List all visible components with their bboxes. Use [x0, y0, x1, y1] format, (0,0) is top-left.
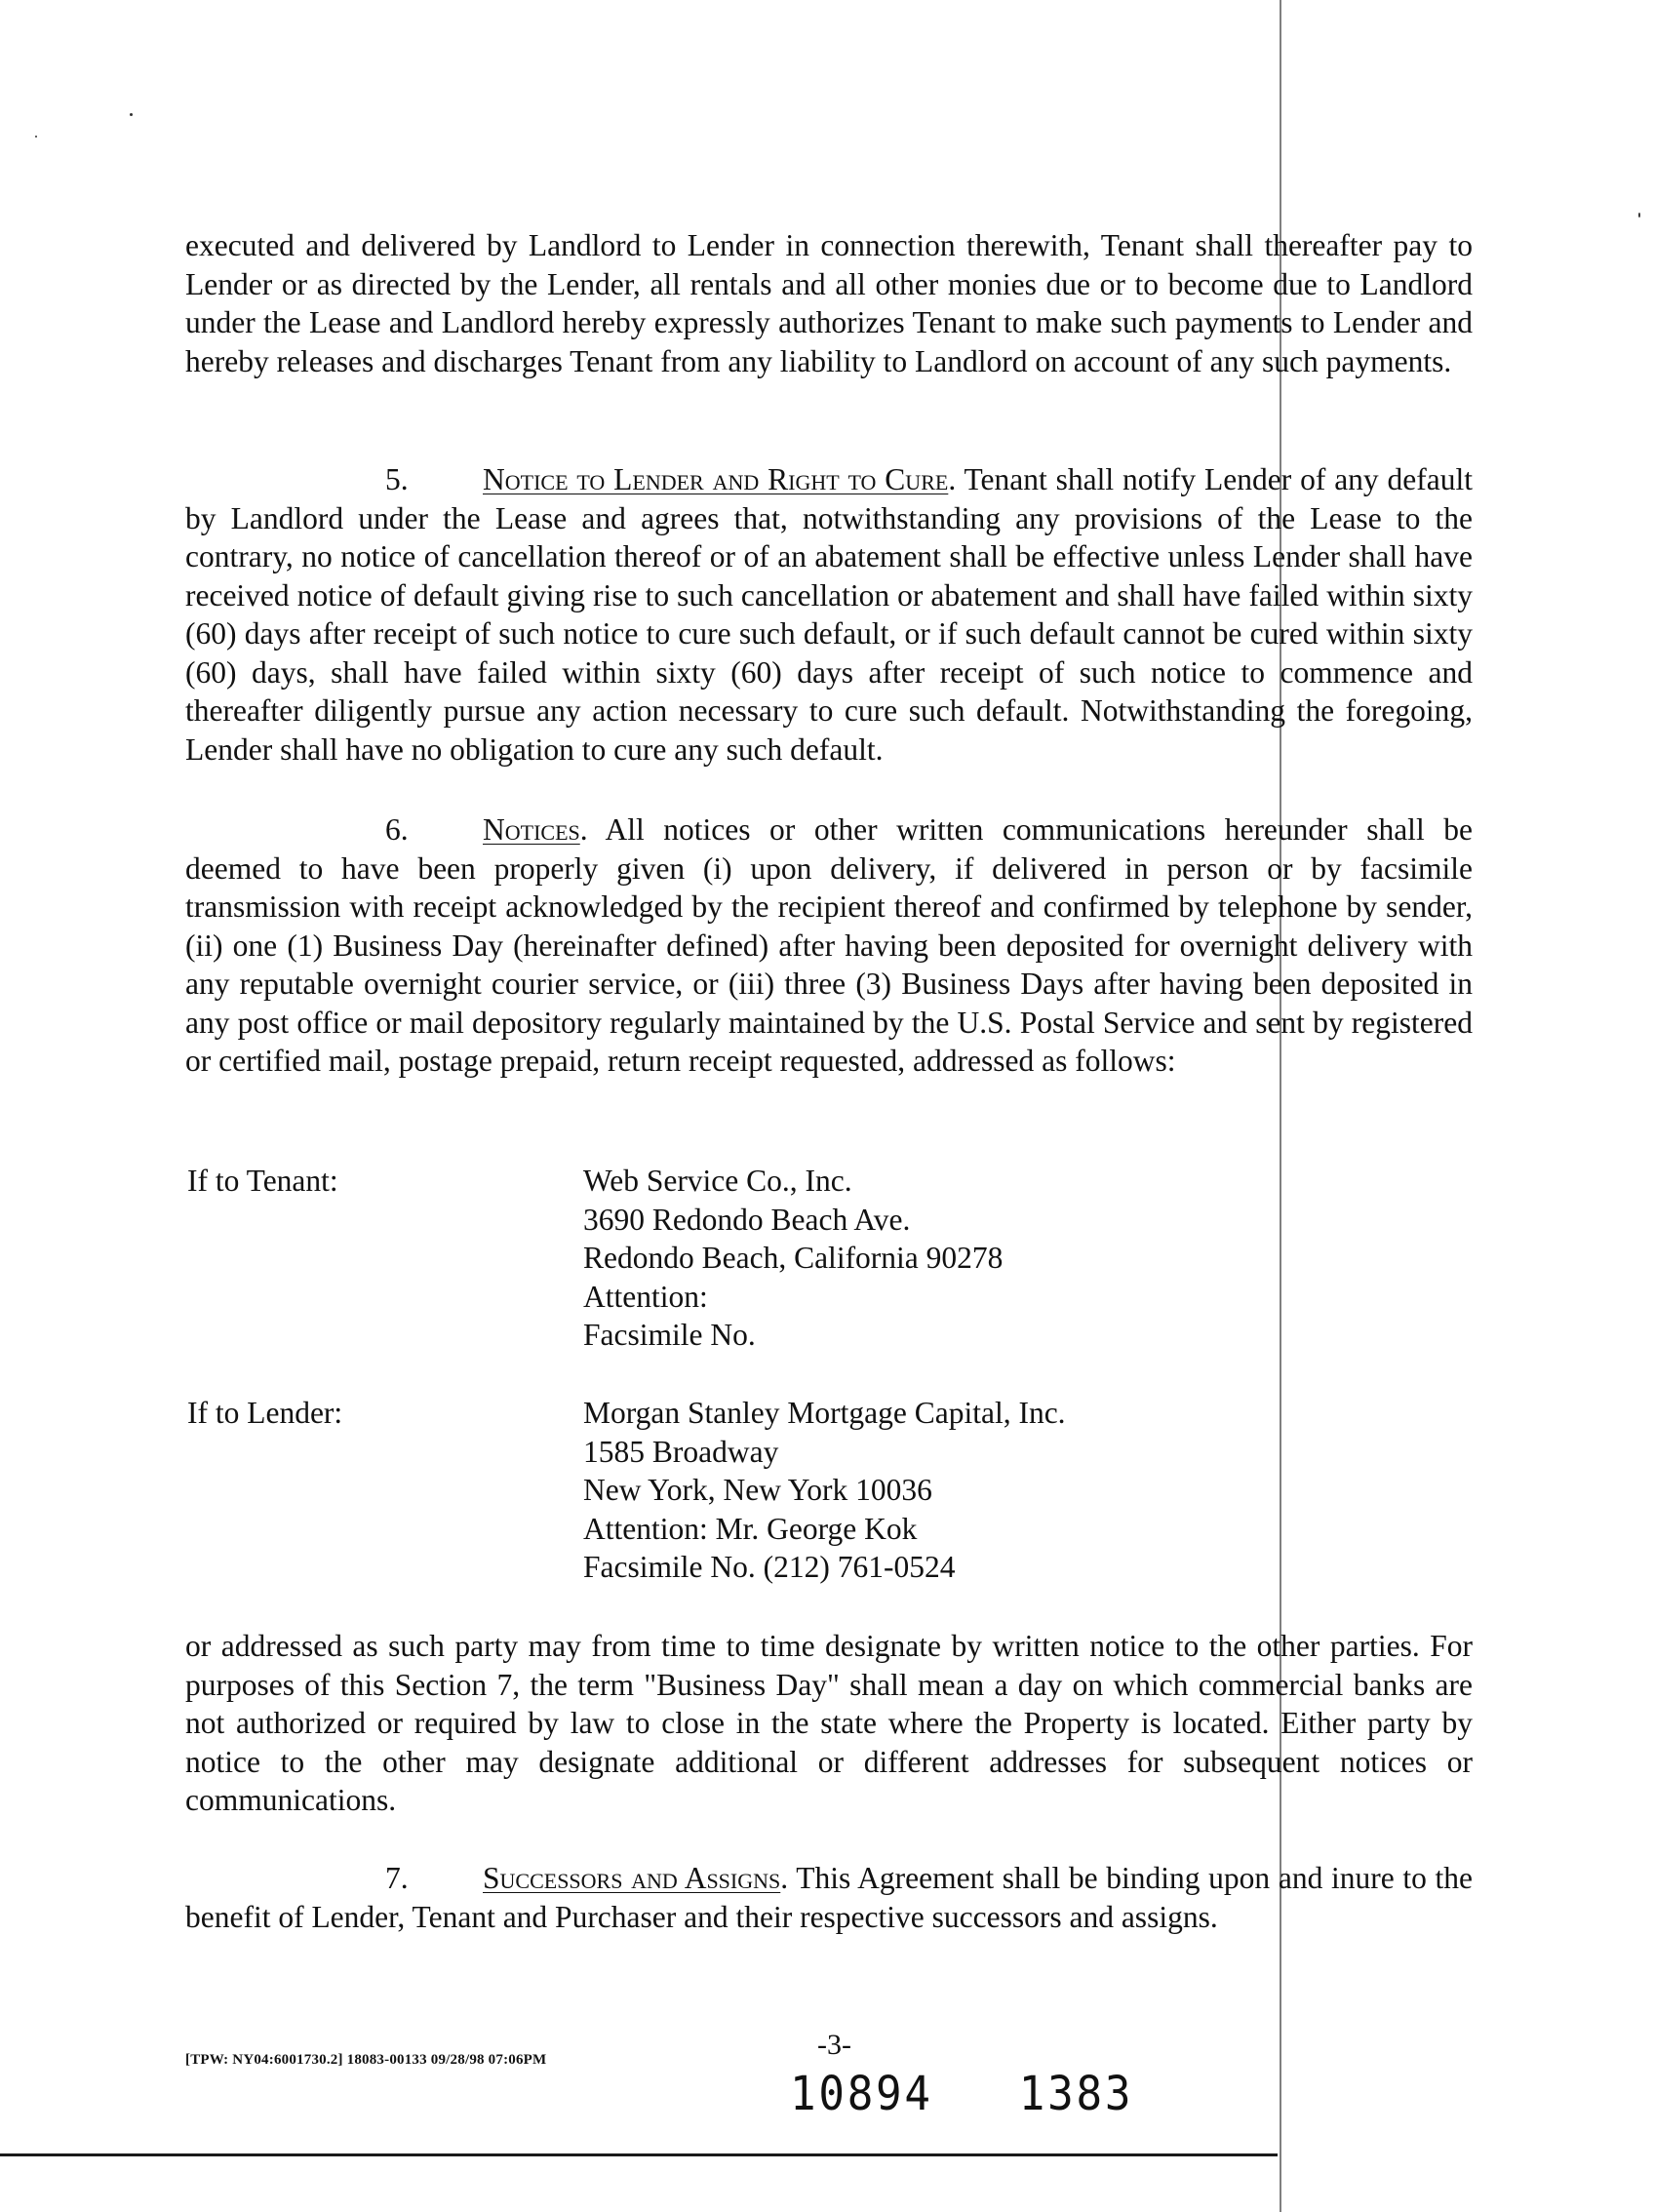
address-line: Web Service Co., Inc. — [583, 1164, 852, 1198]
lender-address-label: If to Lender: — [187, 1396, 343, 1430]
section-number: 7. — [385, 1861, 409, 1895]
address-line: 1585 Broadway — [583, 1434, 779, 1469]
section-6 — [185, 810, 1473, 1081]
section-number: 5. — [385, 462, 409, 496]
address-line: New York, New York 10036 — [583, 1473, 932, 1507]
carryover-text: executed and delivered by Landlord to Lender in connection therewith, Tenant shall thereafter pay to Lender or as directed by the Lender, all rentals and all other monies due or to become due to Landlord under the Lease and Landlord hereby expressly authorizes Tenant to make such payments to Lender and hereby releases and discharges Tenant from any liability to Landlord on account of any such payments. — [185, 228, 1473, 378]
section-caption: Successors and Assigns — [483, 1861, 781, 1895]
address-line: Attention: Mr. George Kok — [583, 1511, 918, 1546]
scan-speck — [1638, 213, 1640, 217]
section-7 — [185, 1859, 1473, 1936]
scan-speck — [35, 136, 37, 138]
address-line: Facsimile No. — [583, 1318, 756, 1352]
section-number: 6. — [385, 812, 409, 847]
scan-speck — [130, 113, 133, 116]
carryover-paragraph — [185, 226, 1473, 380]
closing-paragraph — [185, 1627, 1473, 1820]
section-body: . All notices or other written communications hereunder shall be deemed to have been properly given (i) upon delivery, if delivered in person or by facsimile transmission with receipt acknowledged by the recipient thereof and confirmed by telephone by sender, (ii) one (1) Business Day (hereinafter defined) after having been deposited for overnight delivery with any reputable overnight courier service, or (iii) three (3) Business Days after having been deposited in any post office or mail depository regularly maintained by the U.S. Postal Service and sent by registered or certified mail, postage prepaid, return receipt requested, addressed as follows: — [185, 812, 1473, 1078]
tenant-address-label: If to Tenant: — [187, 1164, 338, 1198]
section-5 — [185, 460, 1473, 769]
page-number: -3- — [817, 2029, 851, 2061]
address-line: 3690 Redondo Beach Ave. — [583, 1202, 911, 1237]
section-caption: Notice to Lender and Right to Cure — [483, 462, 949, 496]
section-caption: Notices — [483, 812, 580, 847]
lender-address — [583, 1394, 1066, 1587]
section-body: . This Agreement shall be binding upon and inure to the benefit of Lender, Tenant and Purchaser and their respective successors and assigns. — [185, 1861, 1473, 1934]
bates-number-right: 1383 — [1018, 2067, 1134, 2121]
closing-text: or addressed as such party may from time to time designate by written notice to the other parties. For purposes of this Section 7, the term "Business Day" shall mean a day on which commercial banks are not authorized or required by law to close in the state where the Property is located. Either party by notice to the other may designate additional or different addresses for subsequent notices or communications. — [185, 1629, 1473, 1817]
section-body: . Tenant shall notify Lender of any default by Landlord under the Lease and agrees that, notwithstanding any provisions of the Lease to the contrary, no notice of cancellation thereof or of an abatement shall be effective unless Lender shall have received notice of default giving rise to such cancellation or abatement and shall have failed within sixty (60) days after receipt of such notice to cure such default, or if such default cannot be cured within sixty (60) days, shall have failed within sixty (60) days after receipt of such notice to commence and thereafter diligently pursue any action necessary to cure such default. Notwithstanding the foregoing, Lender shall have no obligation to cure any such default. — [185, 462, 1473, 767]
bates-number-left: 10894 — [790, 2067, 933, 2121]
bottom-rule — [0, 2153, 1278, 2156]
document-reference: [TPW: NY04:6001730.2] 18083-00133 09/28/98 07:06PM — [185, 2052, 547, 2068]
tenant-address — [583, 1162, 1003, 1355]
address-line: Facsimile No. (212) 761-0524 — [583, 1550, 956, 1584]
address-line: Attention: — [583, 1279, 708, 1314]
address-line: Morgan Stanley Mortgage Capital, Inc. — [583, 1396, 1066, 1430]
address-line: Redondo Beach, California 90278 — [583, 1241, 1004, 1275]
bates-stamp — [790, 2067, 1133, 2121]
